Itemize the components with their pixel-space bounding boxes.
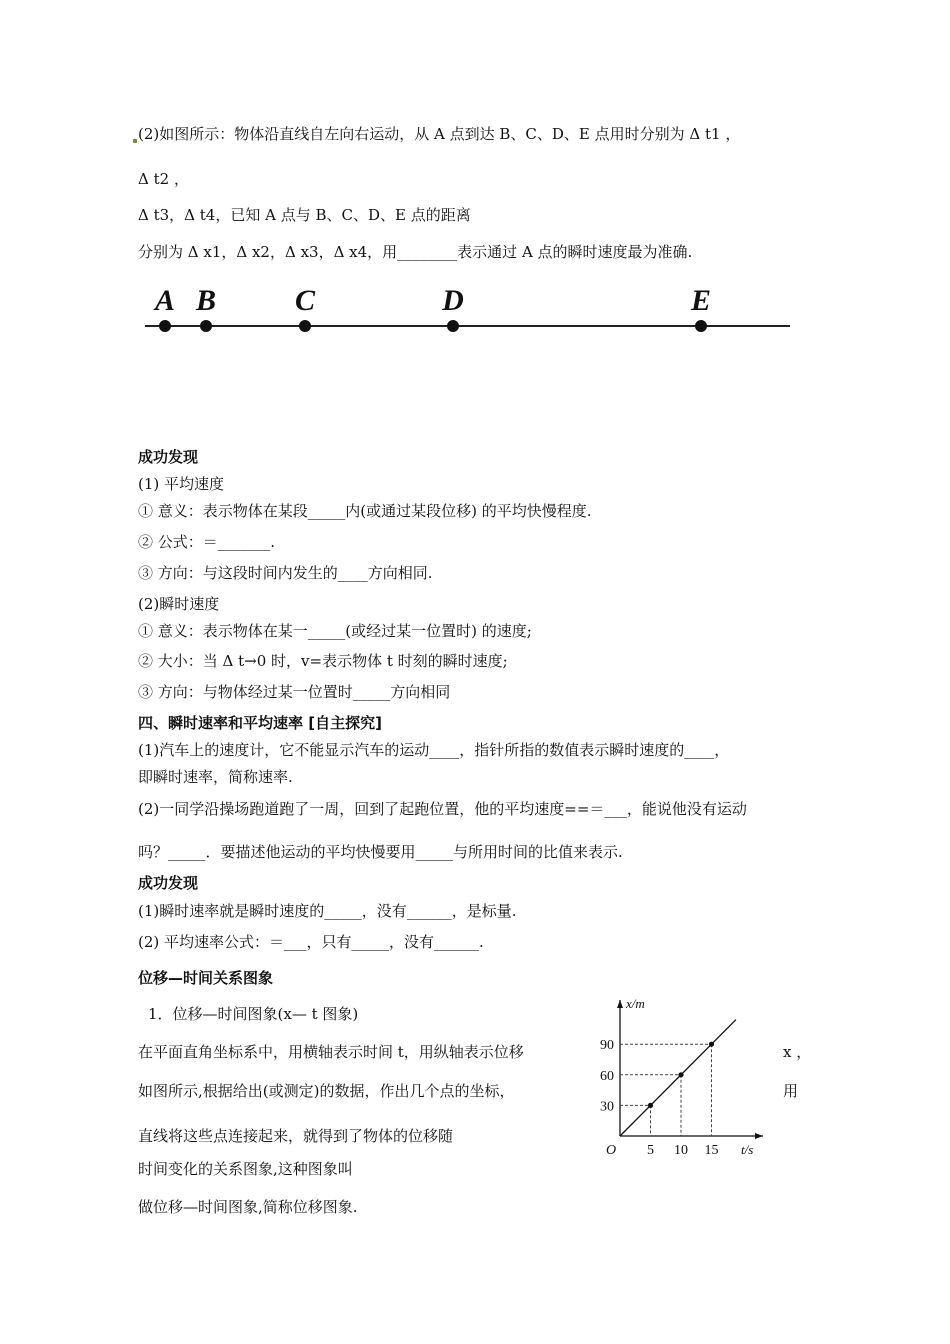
summary1-item: ② 公式：＝_______. — [138, 533, 276, 551]
summary1-item: ② 大小：当 Δ t→0 时，v=表示物体 t 时刻的瞬时速度; — [138, 652, 508, 670]
point-d-dot — [447, 320, 459, 332]
series-line — [620, 1020, 736, 1136]
summary1-item: ① 意义：表示物体在某一_____(或经过某一位置时) 的速度; — [138, 622, 532, 640]
data-point — [678, 1072, 683, 1077]
graph-body-4: 时间变化的关系图象,这种图象叫 — [138, 1160, 353, 1178]
section4-q2b: 吗？_____．要描述他运动的平均快慢要用_____与所用时间的比值来表示. — [138, 843, 623, 861]
x-tick-label: 5 — [647, 1143, 654, 1158]
section4-q1a: (1)汽车上的速度计，它不能显示汽车的运动____，指针所指的数值表示瞬时速度的____， — [138, 741, 730, 759]
point-b-label: B — [195, 284, 217, 317]
part2-line2: Δ t2 ， — [138, 170, 189, 188]
part2-line4: 分别为 Δ x1，Δ x2，Δ x3，Δ x4，用________表示通过 A 点的瞬时速度最为准确. — [138, 243, 693, 261]
marker-dot — [133, 139, 137, 143]
summary1-item: ③ 方向：与这段时间内发生的____方向相同. — [138, 564, 433, 582]
summary1-item: (2)瞬时速度 — [138, 595, 220, 613]
summary2-title: 成功发现 — [138, 874, 199, 892]
point-b-dot — [200, 320, 212, 332]
summary1-title: 成功发现 — [138, 448, 199, 466]
x-axis-label: t/s — [741, 1142, 754, 1157]
data-point — [648, 1103, 653, 1108]
y-tick-label: 30 — [600, 1099, 614, 1115]
point-e-dot — [695, 320, 707, 332]
origin-label: O — [606, 1143, 617, 1158]
point-c-dot — [299, 320, 311, 332]
section4-q1b: 即瞬时速率，简称速率. — [138, 768, 293, 786]
data-point — [709, 1042, 714, 1047]
part2-line1: (2)如图所示：物体沿直线自左向右运动，从 A 点到达 B、C、D、E 点用时分别为 Δ t1 ， — [138, 125, 741, 143]
graph-body-2: 如图所示,根据给出(或测定)的数据，作出几个点的坐标， — [138, 1082, 515, 1100]
x-tick-label: 15 — [704, 1143, 719, 1158]
xt-chart — [595, 990, 785, 1165]
point-c-label: C — [294, 284, 316, 317]
graph-body-1: 在平面直角坐标系中，用横轴表示时间 t，用纵轴表示位移 — [138, 1043, 524, 1061]
graph-section-heading: 1．位移—时间图象(x— t 图象) — [148, 1005, 359, 1023]
section4-title: 四、瞬时速率和平均速率 [自主探究] — [138, 714, 382, 732]
summary1-item: ① 意义：表示物体在某段_____内(或通过某段位移) 的平均快慢程度. — [138, 502, 592, 520]
y-tick-label: 90 — [600, 1038, 614, 1054]
point-e-label: E — [690, 284, 712, 317]
number-line-figure — [0, 283, 950, 343]
x-tick-label: 10 — [674, 1143, 688, 1158]
summary1-item: (1) 平均速度 — [138, 475, 225, 493]
y-axis-arrow — [617, 1000, 623, 1008]
graph-aside-use: 用 — [783, 1082, 799, 1100]
graph-body-3: 直线将这些点连接起来，就得到了物体的位移随 — [138, 1127, 454, 1145]
section4-q2a: (2)一同学沿操场跑道跑了一周，回到了起跑位置，他的平均速度==＝___，能说他没有运动 — [138, 800, 747, 818]
point-a-dot — [159, 320, 171, 332]
point-a-label: A — [154, 284, 176, 317]
y-tick-label: 60 — [600, 1068, 614, 1084]
graph-body-5: 做位移—时间图象,简称位移图象. — [138, 1198, 358, 1216]
x-axis-arrow — [755, 1133, 763, 1139]
point-d-label: D — [442, 284, 464, 317]
summary2-item2: (2) 平均速率公式：＝___，只有_____，没有______. — [138, 933, 484, 951]
y-axis-label: x/m — [626, 996, 645, 1011]
summary1-item: ③ 方向：与物体经过某一位置时_____方向相同 — [138, 683, 451, 701]
graph-section-title: 位移—时间关系图象 — [138, 969, 274, 987]
graph-aside-x: x ， — [783, 1043, 812, 1061]
summary2-item1: (1)瞬时速率就是瞬时速度的_____，没有______，是标量. — [138, 902, 517, 920]
part2-line3: Δ t3，Δ t4，已知 A 点与 B、C、D、E 点的距离 — [138, 206, 471, 224]
